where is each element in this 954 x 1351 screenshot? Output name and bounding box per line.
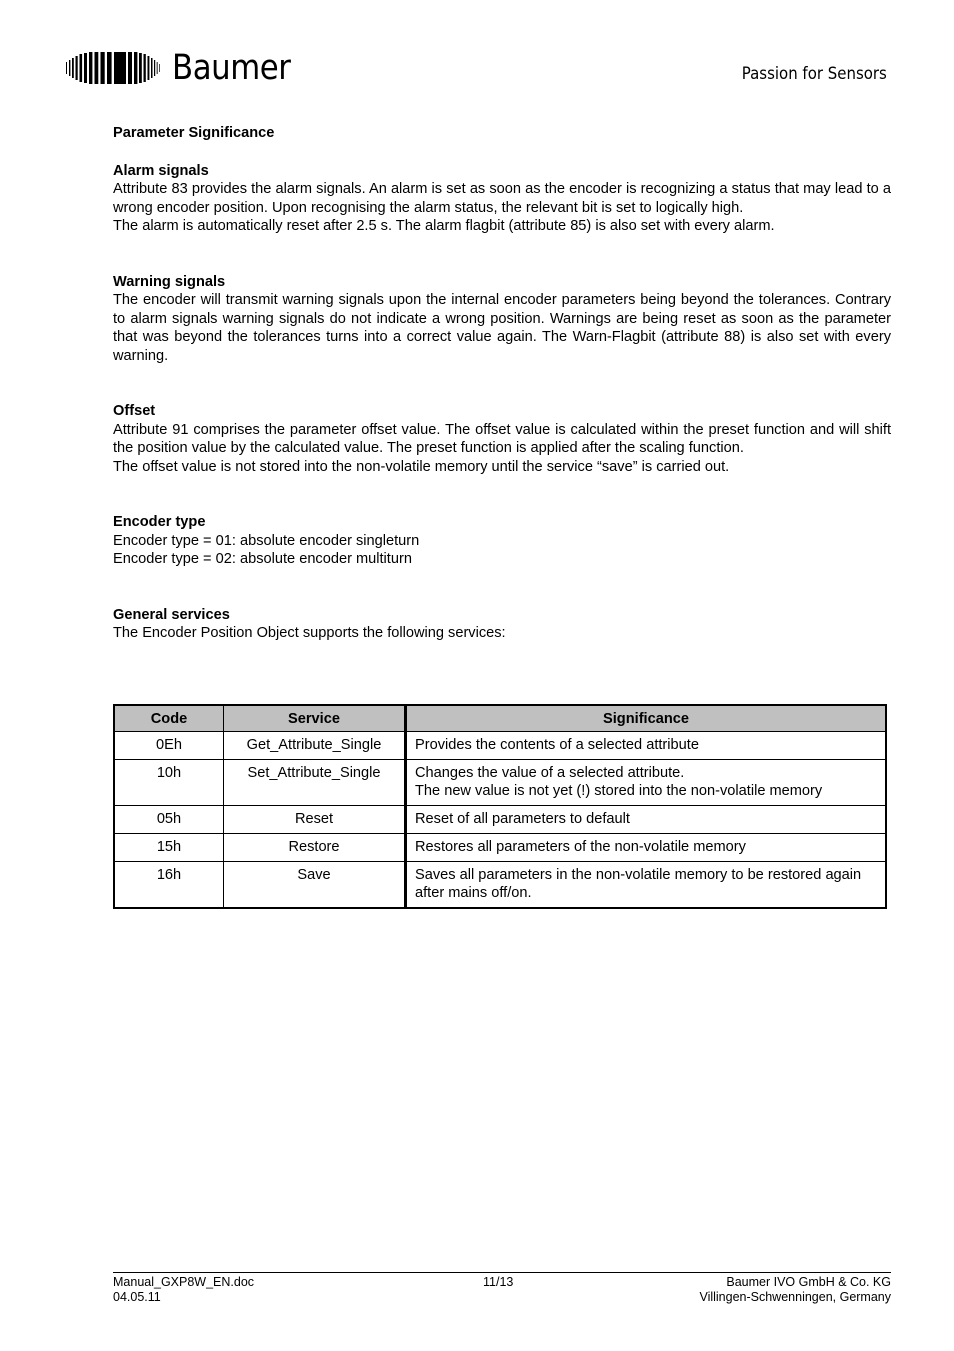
paragraph: The alarm is automatically reset after 2.5 s. The alarm flagbit (attribute 85) is also set with every alarm.	[113, 218, 775, 234]
cell-service: Reset	[224, 806, 406, 834]
cell-service: Get_Attribute_Single	[224, 732, 406, 760]
table-header-row	[114, 705, 886, 732]
paragraph: Encoder type = 01: absolute encoder singleturn	[113, 532, 420, 549]
paragraph: Attribute 83 provides the alarm signals. An alarm is set as soon as the encoder is recognizing a status that may lead to a wrong encoder position. Upon recognising the alarm status, the relevant bit is set to logically high.	[113, 181, 891, 216]
page-title: Parameter Significance	[113, 125, 275, 141]
paragraph: The offset value is not stored into the non-volatile memory until the service “save” is carried out.	[113, 458, 730, 475]
significance-line: The new value is not yet (!) stored into the non-volatile memory	[415, 783, 823, 799]
section-heading-offset: Offset	[113, 403, 156, 419]
paragraph: Encoder type = 02: absolute encoder multiturn	[113, 551, 412, 567]
cell-significance	[406, 732, 887, 760]
paragraph: The encoder will transmit warning signals upon the internal encoder parameters being beyond the tolerances. Contrary to alarm signals warning signals do not indicate a wrong position. Warnings are being reset as soon as the parameter that was beyond the tolerances turns into a correct value again. The Warn-Flagbit (attribute 88) is also set with every warning.	[113, 292, 891, 364]
cell-code: 15h	[114, 834, 224, 862]
section-heading-alarm-signals: Alarm signals	[113, 162, 209, 179]
footer-left	[113, 1275, 254, 1305]
cell-code: 16h	[114, 862, 224, 909]
table-row	[114, 760, 886, 806]
cell-significance	[406, 834, 887, 862]
footer-right	[699, 1275, 891, 1305]
footer-date: 04.05.11	[113, 1290, 161, 1304]
cell-service: Restore	[224, 834, 406, 862]
cell-service: Save	[224, 862, 406, 909]
significance-line: Changes the value of a selected attribute.	[415, 765, 685, 781]
significance-line: Saves all parameters in the non-volatile memory to be restored again after mains off/on.	[415, 867, 862, 901]
section-heading-encoder-type: Encoder type	[113, 514, 206, 530]
cell-significance	[406, 760, 887, 806]
cell-code: 05h	[114, 806, 224, 834]
column-header-code: Code	[114, 705, 224, 732]
document-body	[113, 124, 891, 643]
paragraph: The Encoder Position Object supports the following services:	[113, 625, 506, 641]
significance-line: Provides the contents of a selected attribute	[415, 737, 699, 753]
table-row	[114, 806, 886, 834]
paragraph: Attribute 91 comprises the parameter offset value. The offset value is calculated within the preset function and will shift the position value by the calculated value. The preset function is applied after the scaling function.	[113, 421, 891, 456]
significance-line: Reset of all parameters to default	[415, 811, 630, 827]
footer-page-number: 11/13	[483, 1275, 514, 1289]
cell-significance	[406, 806, 887, 834]
table-row	[114, 834, 886, 862]
cell-service: Set_Attribute_Single	[224, 760, 406, 806]
brand-tagline: Passion for Sensors	[741, 64, 887, 84]
table-row	[114, 732, 886, 760]
significance-line: Restores all parameters of the non-volatile memory	[415, 839, 746, 855]
footer-filename: Manual_GXP8W_EN.doc	[113, 1275, 255, 1289]
section-heading-warning-signals: Warning signals	[113, 273, 226, 290]
column-header-service: Service	[224, 705, 406, 732]
cell-code: 10h	[114, 760, 224, 806]
footer-location: Villingen-Schwenningen, Germany	[699, 1290, 891, 1304]
column-header-significance: Significance	[406, 705, 887, 732]
section-heading-general-services: General services	[113, 606, 230, 623]
footer-company: Baumer IVO GmbH & Co. KG	[726, 1275, 891, 1289]
brand-name: Baumer	[172, 48, 291, 88]
cell-significance	[406, 862, 887, 909]
cell-code: 0Eh	[114, 732, 224, 760]
table-row	[114, 862, 886, 909]
services-table	[113, 704, 887, 909]
page-header	[0, 0, 954, 100]
page-footer	[113, 1272, 891, 1304]
baumer-logo-icon	[66, 52, 162, 84]
